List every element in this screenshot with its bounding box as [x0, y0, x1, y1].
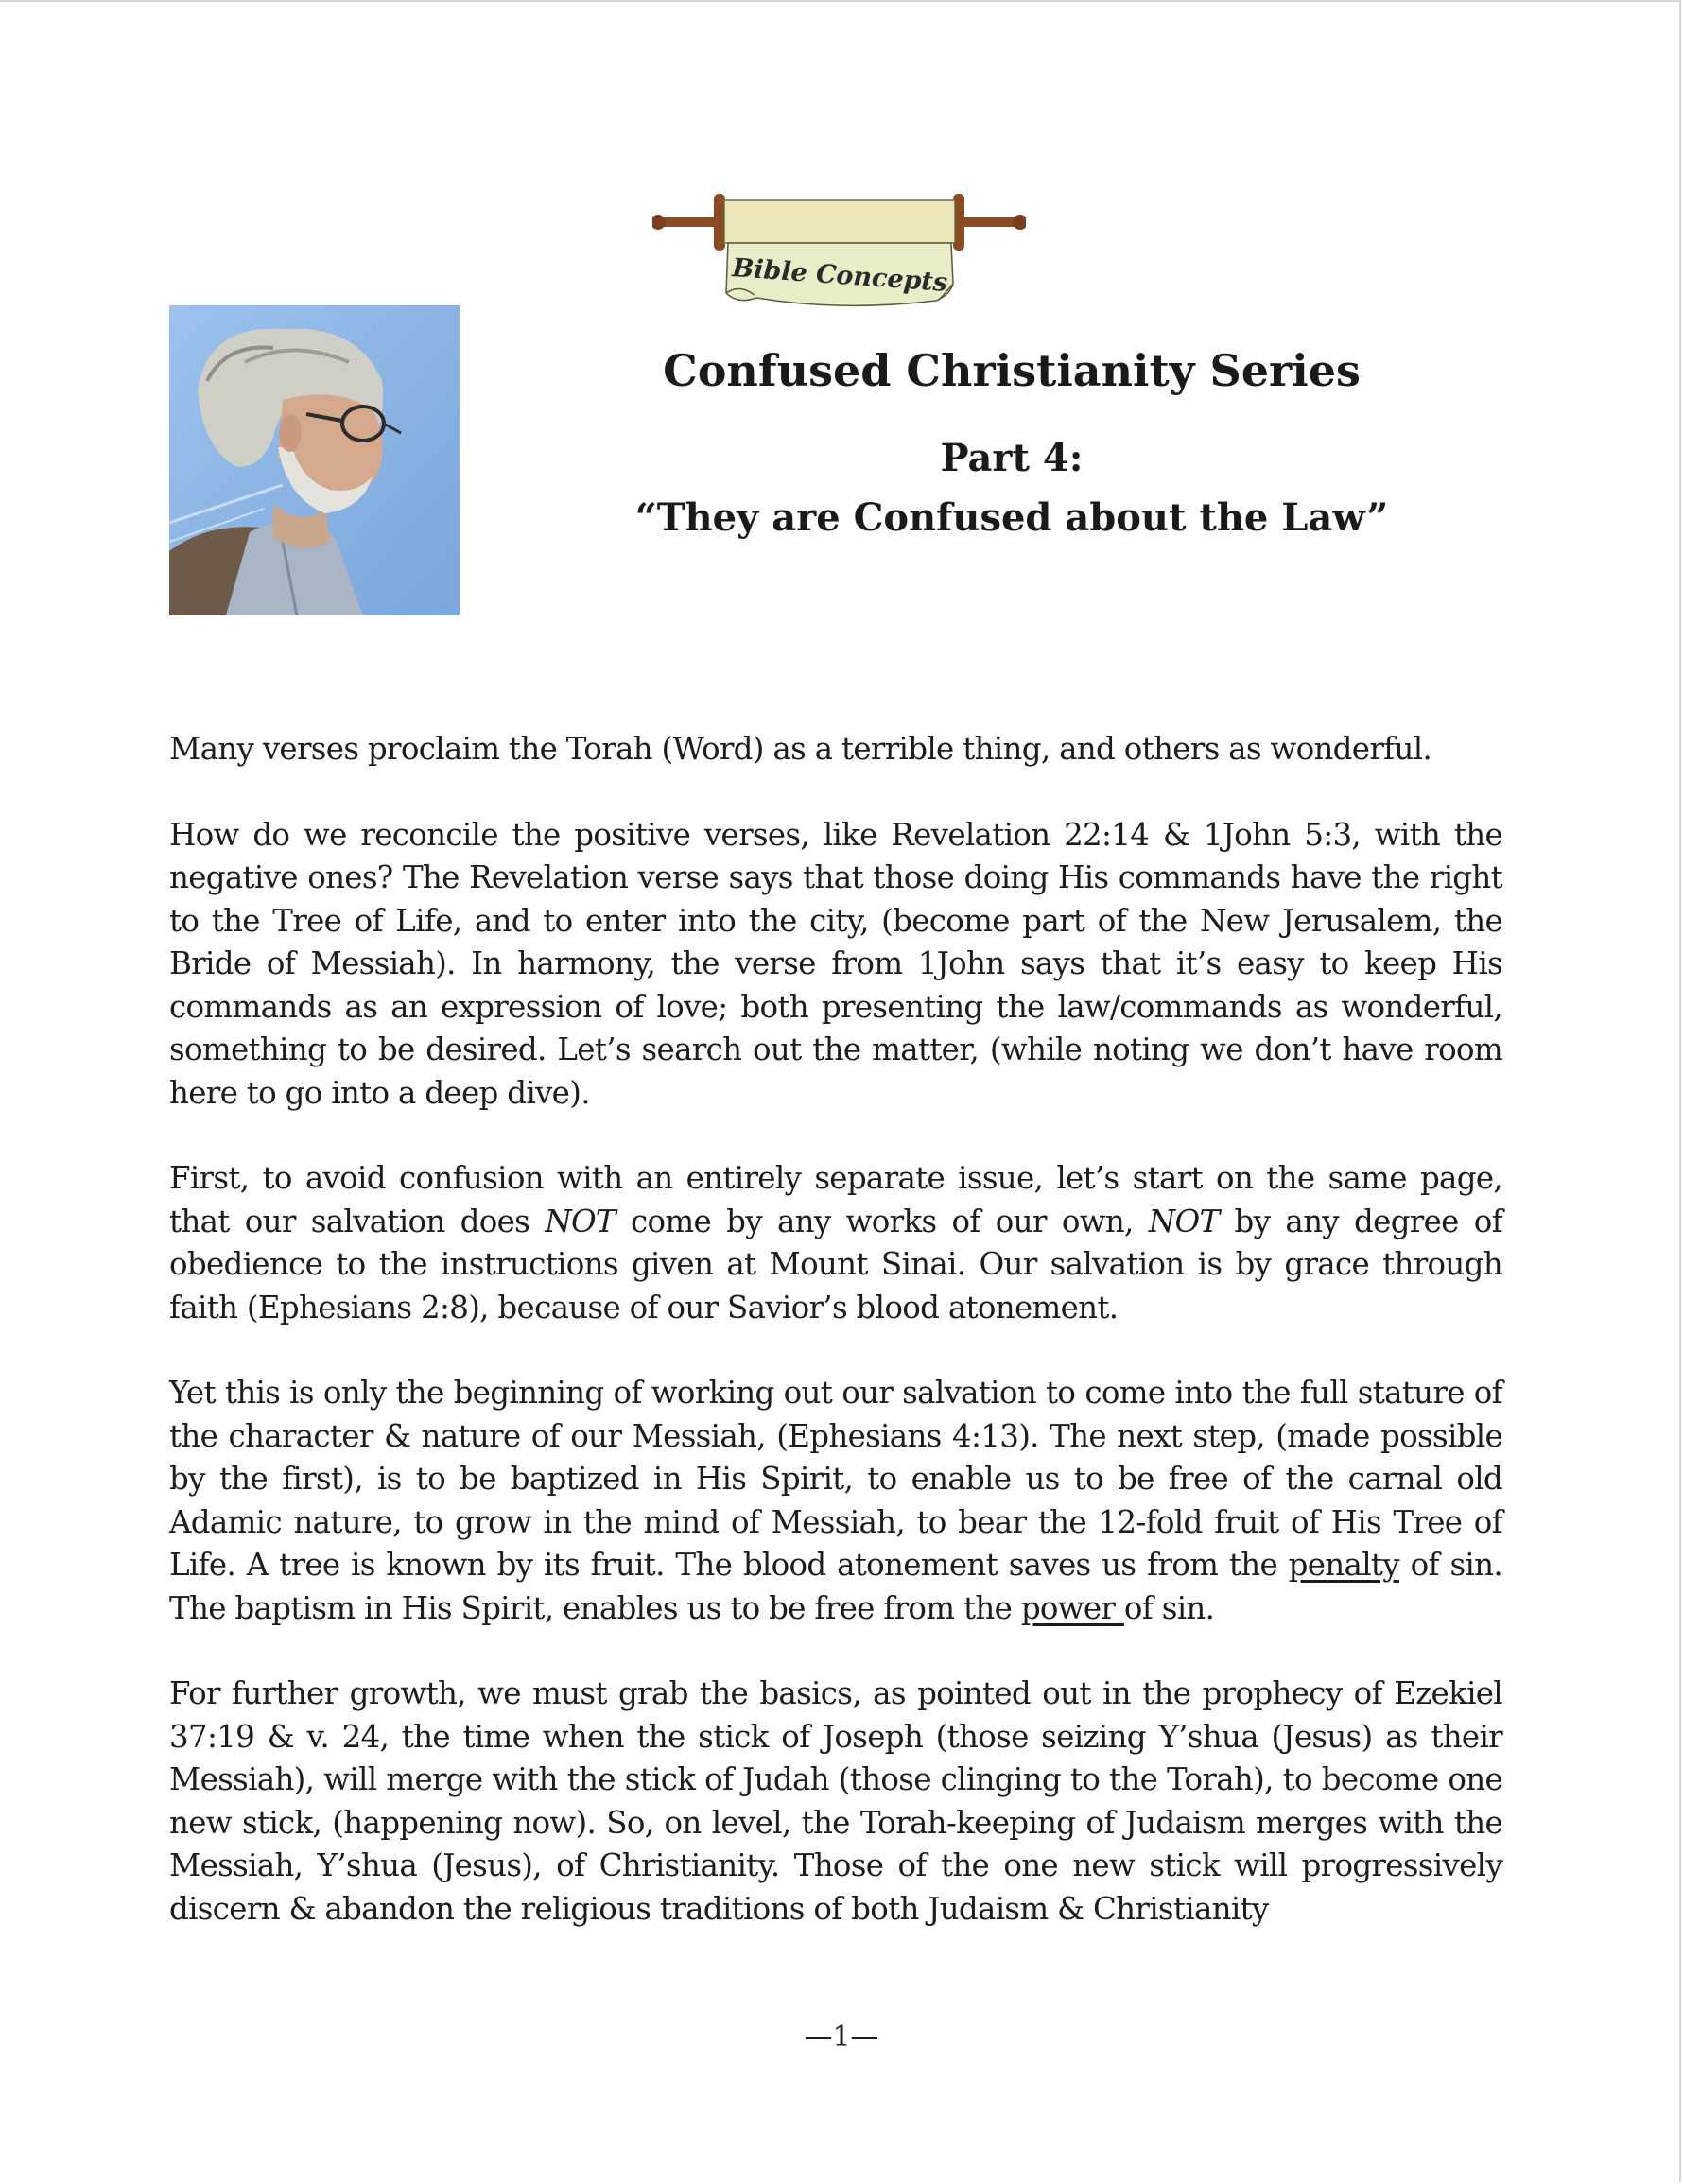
- series-title: Confused Christianity Series: [663, 345, 1361, 396]
- underlined-penalty: penalty: [1288, 1547, 1399, 1583]
- paragraph-2: How do we reconcile the positive verses, like Revelation 22:14 & 1John 5:3, with the negative ones? The Revelation verse says that those doing His commands have the right to the Tree of Life, and to enter into the city, (become part of the New Jerusalem, the Bride of Messiah). In harmony, the verse from 1John says that it’s easy to keep His commands as an expression of love; both presenting the law/commands as wonderful, something to be desired. Let’s search out the matter, (while noting we don’t have room here to go into a deep dive).: [169, 816, 1502, 1111]
- paragraph-4-text-c: of sin.: [1123, 1589, 1215, 1626]
- paragraph-3-text-b: come by any works of our own,: [615, 1203, 1149, 1239]
- article-body: [169, 728, 1502, 1973]
- paragraph-4-text-a: Yet this is only the beginning of working out our salvation to come into the full stature of the character & nature of our Messiah, (Ephesians 4:13). The next step, (made possible by the first), is to be baptized in His Spirit, to enable us to be free of the carnal old Adamic nature, to grow in the mind of Messiah, to bear the 12-fold fruit of His Tree of Life. A tree is known by its fruit. The blood atonement saves us from the: [169, 1375, 1502, 1583]
- page-number: —1—: [804, 2020, 879, 2054]
- paragraph-4-text-b: of sin. The baptism in His Spirit, enables us to be free from the: [169, 1547, 1502, 1626]
- part-title: Part 4:: [940, 436, 1084, 480]
- article-subtitle: “They are Confused about the Law”: [634, 495, 1389, 540]
- emphasis-not-1: NOT: [545, 1203, 616, 1239]
- underlined-power: power: [1020, 1589, 1124, 1626]
- emphasis-not-2: NOT: [1148, 1203, 1220, 1239]
- paragraph-3: [169, 1157, 1502, 1329]
- paragraph-1: Many verses proclaim the Torah (Word) as a terrible thing, and others as wonderful.: [169, 731, 1432, 767]
- paragraph-3-text-c: by any degree of obedience to the instructions given at Mount Sinai. Our salvation is by grace through faith (Ephesians 2:8), because of our Savior’s blood atonement.: [169, 1203, 1502, 1326]
- author-photo: [169, 305, 460, 615]
- bible-concepts-logo: [652, 189, 1026, 312]
- logo-text: Bible Concepts: [731, 253, 949, 298]
- paragraph-4: [169, 1372, 1502, 1630]
- paragraph-5: For further growth, we must grab the basics, as pointed out in the prophecy of Ezekiel 37:19 & v. 24, the time when the stick of Joseph (those seizing Y’shua (Jesus) as their Messiah), will merge with the stick of Judah (those clinging to the Torah), to become one new stick, (happening now). So, on level, the Torah-keeping of Judaism merges with the Messiah, Y’shua (Jesus), of Christianity. Those of the one new stick will progressively discern & abandon the religious traditions of both Judaism & Christianity: [169, 1675, 1502, 1927]
- paragraph-3-text-a: First, to avoid confusion with an entirely separate issue, let’s start on the same page, that our salvation does: [169, 1160, 1502, 1239]
